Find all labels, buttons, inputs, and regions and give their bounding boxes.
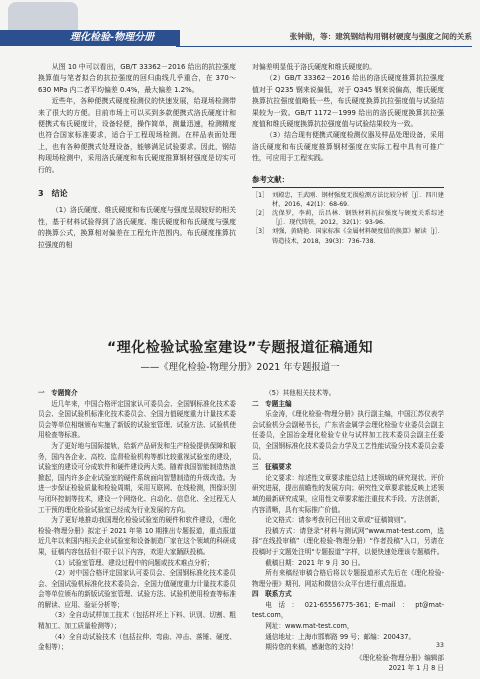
notice-subtitle: ——《理化检验-物理分册》2021 年专题报道一 [140,362,340,373]
reference-item [252,191,444,209]
notice-paragraph: （1）试验室管理、建设过程中的问题或技术难点分析； [51,558,214,567]
notice-right-column [252,388,444,674]
reference-number: ［3］ [252,228,269,236]
notice-title: “理化检验试验室建设”专题报道征稿通知 [107,340,373,356]
notice-section-heading: 二 专题主编 [252,399,292,408]
notice-paragraph: （4）全自动试验技术（包括拉伸、弯曲、冲击、落锤、硬度、金相等）； [38,632,236,652]
notice-paragraph: 为了更好地推动我国理化检验试验室的硬件和软件建设，《理化检验-物理分册》拟定于 2021 年第 10 期推出专题报道，重点报道近几年以来国内相关企业试验室和设备制造厂家在这个领域的科研成果，征稿内容包括但不限于以下内容，欢迎大家踊跃投稿。 [38,516,236,556]
references-heading: 参考文献： [252,174,289,184]
notice-paragraph: 所有来稿经审稿合格后将以专题报道形式先后在《理化检验-物理分册》期刊、网站和微信公众平台进行重点报道。 [252,569,444,588]
notice-paragraph: 电话：021-65556775-361；E-mail：pt@mat-test.com， [252,600,444,620]
reference-item [252,227,444,245]
notice-paragraph: 论文格式：请参考我刊已刊出文章或“征稿简则”。 [265,516,411,525]
notice-paragraph: 通信地址：上海市邯郸路 99 号；邮编：200437。 [265,632,416,641]
article-right-column [252,62,444,246]
notice-paragraph: （2）对中国合格评定国家认可委员会、全国钢标准化技术委员会、全国试验机标准化技术委员会、全国力值硬度重力计量技术委员会等单位颁布的新版试验室管理、试验方法、试验机使用检查等标准的解读、应用、验证分析等； [38,569,236,609]
reference-text: 刘强，黄晓艳．国家标准《金属材料硬度值的换算》解读［J］．铸造技术，2018，39(3)：736-738． [272,228,444,245]
notice-paragraph: （3）全自动试样加工技术（包括样坯上下料、识别、切割、粗精加工、加工质量检测等）； [38,611,236,631]
header-divider [176,46,472,47]
reference-number: ［1］ [252,191,269,199]
notice-paragraph: 期待您的来稿，感谢您的支持！ [265,643,358,652]
notice-section-heading: 三 征稿要求 [252,463,292,472]
notice-paragraph: 乐金涛，《理化检验-物理分册》执行副主编，中国江苏仪表学会试验机分会副秘书长，广东省金属学会理化检验专业委员会副主任委员，全国冶金理化检验专业与试样加工技术委员会副主任委员，全国钢标准化技术委员会力学及工艺性能试验分技术委员会委员。 [252,410,444,461]
article-paragraph: （3）结合现有便携式硬度检测仪器及样品处理设备，采用洛氏硬度和布氏硬度推算钢材强度在实际工程中具有可推广性，可应用于工程实践。 [252,131,444,163]
page-number: 33 [435,641,444,649]
journal-name: 理化检验-物理分册 [70,32,155,43]
notice-paragraph: 为了更好地与国际接轨，给新产品研发和生产检验提供保障和服务，国内各企业、高校、监督检验机构等都比较重视试验室的建设，试验室的建设可分成软件和硬件建设两大类。随着我国智能制造热浪掀起，国内许多企业试验室的硬件系统面向智慧制造的升级改造。为进一步保证检验质量和检验周期，采用互联网、在线检测，图像识别与闭环控制等技术，建设一个网络化、自动化、信息化、全过程无人工干预的理化检验试验室已经成为行业发展的方向。 [38,441,236,514]
article-left-column [38,62,236,251]
running-title: 张钟勋，等：建筑钢结构用钢材硬度与强度之间的关系 [289,32,472,41]
notice-signature-line: 2021 年 1 月 8 日 [388,664,444,673]
article-paragraph: （2）GB/T 33362－2016 给出的洛氏硬度推算抗拉强度值对于 Q235 钢来说偏低，对于 Q345 钢来说偏高，维氏硬度换算抗拉强度值略低一些，布氏硬度换算抗拉强度值与试验结果较为一致。GB/T 1172－1999 给出的洛氏硬度换算抗拉强度值和维氏硬度换算抗拉强度值与试验结果较为一致。 [252,74,444,129]
article-paragraph: 从图 10 中可以看出，GB/T 33362－2016 给出的抗拉强度换算值与笔者拟合的抗拉强度的回归曲线几乎重合，在 370～630 MPa 内二者平均偏差 0.4%，最大偏差 1.2%。 [38,63,236,94]
article-paragraph: 近些年，各种便携式硬度检测仪的快速发展，给现场检测带来了很大的方便。目前市场上可以买到多款便携式洛氏硬度计和便携式布氏硬度计，设备轻便，操作简单，测量迅速，检测精度也符合国家标准要求，适合于工程现场检测。在样品表面处理上，也有各种便携式处理设备，能够满足试验要求。因此，钢结构现场检测中，采用洛氏硬度和布氏硬度推算钢材强度是切实可行的。 [38,97,236,174]
reference-text: 刘殿忠，王武刚．钢材强度无损检测方法比较分析［J］．四川建材，2016，42(1)：68-69． [272,191,444,208]
reference-text: 沈保罗，李莉，岳昌林．钢铁材料抗拉强度与硬度关系综述［J］．现代铸铁，2012，32(1)：93-96． [272,210,444,227]
references-divider [252,187,444,188]
conclusion-paragraph: （1）洛氏硬度、维氏硬度和布氏硬度与强度呈现较好的相关性，基于材料试验得到了洛氏硬度、维氏硬度和布氏硬度与强度的换算公式，换算相对偏差在工程允许范围内。布氏硬度推算抗拉强度的相 [38,206,236,249]
reference-number: ［2］ [252,210,269,218]
notice-paragraph: 投稿方式：请登录“材料与测试网”www.mat-test.com，选择“在线投审稿”（理化检验-物理分册）“作者投稿”入口，另请在投稿时于文题处注明“专题报道”字样，以便快速处理该专题稿件。 [252,526,444,556]
notice-paragraph: 近几年来，中国合格评定国家认可委员会、全国钢标准化技术委员会、全国试验机标准化技术委员会、全国力值硬度重力计量技术委员会等单位相继颁布实施了新版的试验室管理、试验方法、试验机使用检查等标准。 [38,399,236,440]
reference-item [252,209,444,227]
article-paragraph: 对偏差明显低于洛氏硬度和维氏硬度的。 [252,63,377,71]
notice-paragraph: 截稿日期：2021 年 9 月 30 日。 [265,558,365,567]
notice-section-heading: 一 专题简介 [38,389,78,397]
notice-paragraph: 论文要求：综述性文章要求能总结上述领域的研究现状、评价研究进展，提出前瞻性的发展方向；研究性文章要求能反映上述领域的最新研究成果，应用性文章要求能注重技术手段、方法创新，内容清晰，具有实际推广价值。 [252,473,444,514]
conclusion-heading: 3 结论 [38,189,68,199]
page-header [0,0,480,62]
notice-paragraph: （5）其他相关技术等。 [265,389,336,397]
notice-signature-line: 《理化检验-物理分册》编辑部 [355,653,444,662]
notice-paragraph: 网址：www.mat-test.com， [265,622,354,631]
notice-left-column [38,388,236,653]
notice-section-heading: 四 联系方式 [252,590,292,599]
